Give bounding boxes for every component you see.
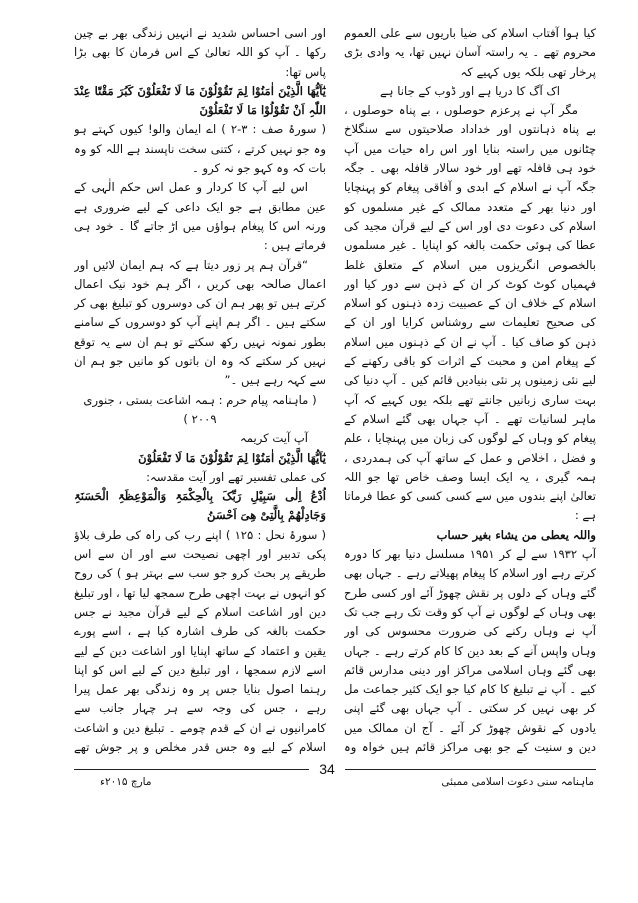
page-number: 34 — [309, 761, 345, 777]
arabic-quote: واللہ یعطی من یشاء بغیر حساب — [436, 527, 596, 542]
magazine-name: ماہنامہ سنی دعوت اسلامی ممبئی — [441, 776, 594, 788]
right-text-column — [344, 24, 596, 754]
paragraph: اس لیے آپ کا کردار و عمل اس حکم الٰہی کے عین مطابق ہے جو ایک داعی کے لیے ضروری ہے ورنہ اس کا پیغام ہواؤں میں اڑ جاتے گا ۔ خود ہی فرماتے ہیں : — [74, 180, 326, 253]
citation: ( ماہنامہ پیام حرم : ہمہ اشاعت بستی ، جنوری ۲۰۰۹ ) — [83, 392, 317, 426]
paragraph: ( سورۂ نحل : ۱۲۵ ) اپنے رب کی راہ کی طرف بلاؤ پکی تدبیر اور اچھی نصیحت سے اور ان سے اس طریقے پر بحث کرو جو سب سے بہتر ہو ) کی روح کو انہوں نے بہت اچھی طرح سمجھ لیا تھا ، اور تبلیغ دین اور اشاعت اسلام کے لیے قرآن مجید نے جس حکمت بالغہ کی طرف اشارہ کیا ہے ، اسے پورے یقین و اعتماد کے ساتھ اپنایا اور اشاعت دین کے لیے اسے لازم سمجھا ، اور تبلیغ دین کے لیے اس کو اپنا رہنما اصول بنایا جس پر وہ زندگی بھر عمل پیرا رہے ، جس کی وجہ سے ہر چہار جانب سے کامرانیوں نے ان کے قدم چومے ۔ تبلیغ دین و اشاعت اسلام کے لیے وہ جس قدر مخلص و پر جوش تھے — [74, 527, 326, 754]
paragraph: کیا ہوا آفتاب اسلام کی ضیا باریوں سے علی العموم محروم تھے ۔ یہ راستہ آسان نہیں تھا، یہ وادی بڑی پرخار تھی بلکہ یوں کہیے کہ — [344, 26, 596, 79]
quranic-verse: یٰٓاَیُّھَا الَّذِیْنَ اٰمَنُوْا لِمَ تَقُوْلُوْنَ مَا لَا تَفْعَلُوْنَ — [138, 450, 326, 465]
paragraph-lead: آپ آیت کریمہ — [240, 431, 308, 446]
paragraph: ( سورۂ صف : ۳-۲ ) اے ایمان والو! کیوں کہتے ہو وہ جو نہیں کرتے ، کتنی سخت ناپسند ہے اللہ کو وہ بات کہ وہ کہو جو نہ کرو ۔ — [74, 122, 326, 176]
quranic-verse: اُدْعُ اِلٰی سَبِیْلِ رَبِّکَ بِالْحِکْمَۃِ وَالْمَوْعِظَۃِ الْحَسَنَۃِ وَجَادِلْھُمْ بِالَّتِیْ ھِیَ اَحْسَنُ — [74, 489, 326, 523]
verse-line: اک آگ کا دریا ہے اور ڈوب کے جانا ہے — [380, 83, 560, 98]
paragraph: اور اسی احساس شدید نے انہیں زندگی بھر بے چین رکھا ۔ آپ کو اللہ تعالیٰ کے اس فرمان کا بھی بڑا پاس تھا: — [74, 26, 326, 79]
left-text-column — [74, 24, 326, 754]
issue-date: مارچ ۲۰۱۵ء — [100, 776, 152, 788]
block-quote: “قرآن ہم پر زور دیتا ہے کہ ہم ایمان لائیں اور اعمال صالحہ بھی کریں ، اگر ہم خود نیک اعمال کرتے ہیں تو پھر ہم ان کی دوسروں کو تبلیغ بھی کر سکتے ہیں ۔ اگر ہم اپنے آپ کو دوسروں کے سامنے بطور نمونہ نہیں رکھ سکتے تو ہم ان سے یہ توقع نہیں کر سکتے کہ وہ ان باتوں کو مانیں جو ہم ان سے کہہ رہے ہیں ۔” — [74, 257, 326, 388]
paragraph: کی عملی تفسیر تھے اور آیت مقدسہ: — [146, 469, 326, 484]
quranic-verse: یٰٓاَیُّھَا الَّذِیْنَ اٰمَنُوْا لِمَ تَقُوْلُوْنَ مَا لَا تَفْعَلُوْنَ کَبُرَ مَقْتًا عِنْدَ اللّٰہِ اَنْ تَقُوْلُوْا مَا لَا تَفْعَلُوْنَ — [74, 83, 326, 118]
paragraph: آپ ۱۹۳۲ سے لے کر ۱۹۵۱ مسلسل دنیا بھر کا دورہ کرتے رہے اور اسلام کا پیغام پھیلاتے رہے ۔ جہاں بھی گئے وہاں کے دلوں پر نقش چھوڑ آئے اور کسی طرح بھی وہاں کے لوگوں نے آپ کو وقت تک رہے جب تک آپ نے وہاں رکنے کی ضرورت محسوس کی اور وہاں واپس آنے کے بعد دین کا کام کرتے رہے ۔ جہاں بھی گئے وہاں اسلامی مراکز اور دینی مدارس قائم کیے ۔ آپ نے تبلیغ کا کام کیا جو ایک کثیر جماعت مل کر بھی نہیں کر سکتی ۔ آپ جہاں بھی گئے اپنی یادوں کے نقوش چھوڑ کر آئے ۔ آج ان ممالک میں دین و سنیت کے جو بھی مراکز قائم ہیں خواہ وہ — [344, 547, 596, 754]
paragraph: مگر آپ نے پرعزم حوصلوں ، بے پناہ حوصلوں ، بے پناہ ذہانتوں اور خداداد صلاحیتوں سے سنگلاخ چٹانوں میں راستہ بنایا اور اس راہ حیات میں آپ خود ہی قافلہ تھے اور خود سالار قافلہ بھی ۔ جگہ جگہ آپ نے اسلام کے ابدی و آفاقی پیغام کو پہنچایا اور دنیا بھر کے متعدد ممالک کے غیر مسلموں کو اسلام کی دعوت دی اور اس کے لیے قرآن مجید کی عطا کی ہوئی حکمت بالغہ کو اپنایا ۔ غیر مسلموں بالخصوص انگریزوں میں اسلام کے متعلق غلط فہمیاں کوٹ کوٹ کر ان کے ذہن سے دور کیا اور اسلام کے خلاف ان کے عصبیت زدہ ذہنوں کو اسلام کی صحیح تعلیمات سے روشناس کرایا اور ان کے ذہن کو صاف کیا ۔ آپ نے ان کے ذہنوں میں اسلام کے پیغام امن و محبت کے اثرات کو باقی رکھنے کے لیے نئی زمینوں پر نئی بنیادیں قائم کیں ۔ آپ دنیا کی بہت ساری زبانیں جانتے تھے بلکہ یوں کہیے کہ آپ ماہر لسانیات تھے ۔ آپ جہاں بھی گئے اسلام کے پیغام کو وہاں کے لوگوں کی زبان میں پہنچایا ، علم و فضل ، اخلاص و عمل کے ساتھ آپ کی ہمدردی ، ہمہ گیری ، یہ ایک ایسا وصف خاص تھا جو اللہ تعالیٰ اپنے بندوں میں سے کسی کسی کو عطا فرماتا ہے : — [344, 103, 596, 523]
